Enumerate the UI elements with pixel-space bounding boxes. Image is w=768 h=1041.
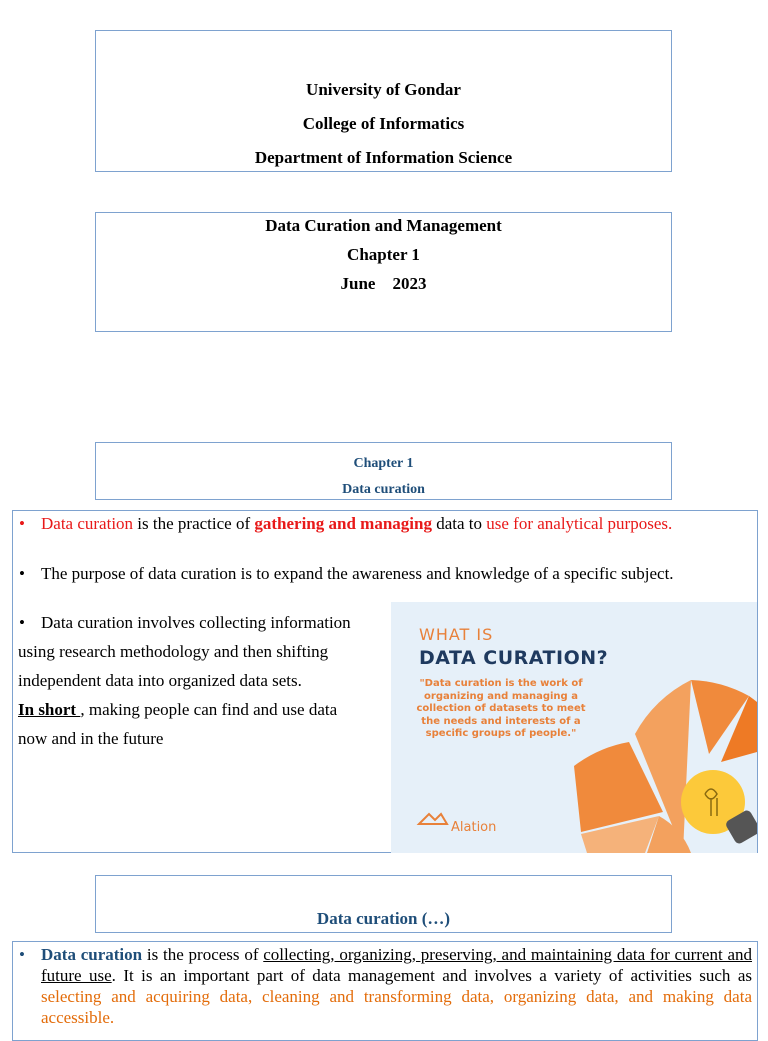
- chapter-label: Chapter 1: [353, 456, 414, 471]
- data-curation-continued-box: [95, 875, 672, 933]
- in-short-label: In short: [18, 700, 81, 719]
- line-in-short: [18, 699, 337, 720]
- quote-line: "Data curation is the work of: [419, 678, 583, 689]
- bullet-purpose: [19, 563, 752, 584]
- alation-logo-icon: [419, 814, 447, 824]
- activities-orange: selecting and acquiring data, cleaning and transforming data, organizing data, and making data accessible.: [41, 987, 752, 1027]
- quote-line: organizing and managing a: [424, 690, 578, 702]
- involves-text: Data curation involves collecting information: [41, 613, 351, 632]
- department-name: Department of Information Science: [254, 148, 513, 167]
- course-title: Data Curation and Management: [265, 216, 502, 235]
- term-data-curation-2: Data curation: [41, 945, 143, 964]
- line-future: now and in the future: [18, 729, 164, 748]
- quote-line: specific groups of people.": [425, 728, 577, 739]
- line-methodology: using research methodology and then shifting: [18, 642, 329, 661]
- text: is the practice of: [133, 514, 255, 533]
- infographic-quote: [415, 678, 587, 741]
- bullet-definition: [19, 513, 752, 534]
- infographic-heading-1: WHAT IS: [419, 625, 494, 644]
- purpose-text: The purpose of data curation is to expand the awareness and knowledge of a specific subject.: [41, 564, 674, 583]
- text: , making people can find and use data: [80, 700, 338, 719]
- analytical-purposes: use for analytical purposes: [486, 514, 668, 533]
- process-underlined: collecting, organizing, preserving, and maintaining data for current and future use: [41, 945, 752, 985]
- course-chapter: Chapter 1: [347, 245, 420, 264]
- text: is the process of: [142, 945, 264, 964]
- slide-data-curation-definition: [12, 510, 758, 853]
- university-name: University of Gondar: [306, 80, 461, 99]
- data-curation-continued-title: Data curation (…): [316, 909, 451, 928]
- bullet-involves: [19, 612, 401, 633]
- gathering-managing: gathering and managing: [254, 514, 432, 533]
- slide-data-curation-process: [12, 941, 758, 1041]
- bullet-process: [19, 944, 752, 1028]
- chapter-topic: Data curation: [342, 482, 425, 497]
- alation-brand: Alation: [451, 820, 497, 835]
- bullet-dot: •: [19, 564, 25, 583]
- bullet-dot: •: [19, 613, 25, 632]
- text: data to: [431, 514, 487, 533]
- course-date: June 2023: [340, 274, 427, 293]
- quote-line: the needs and interests of a: [421, 715, 581, 727]
- what-is-data-curation-infographic: [391, 602, 757, 853]
- quote-line: collection of datasets to meet: [416, 703, 586, 714]
- college-name: College of Informatics: [302, 114, 465, 133]
- line-organized: independent data into organized data sets.: [18, 671, 302, 690]
- text: . It is an important part of data management and involves a variety of activities such as: [111, 966, 752, 985]
- bullet-dot: •: [19, 945, 25, 964]
- text: .: [668, 514, 673, 533]
- infographic-heading-2: DATA CURATION?: [419, 647, 609, 669]
- bullet-dot: •: [19, 514, 25, 533]
- course-box: [95, 212, 672, 332]
- title-box: [95, 30, 672, 172]
- chapter-header-box: [95, 442, 672, 500]
- term-data-curation: Data curation: [41, 514, 134, 533]
